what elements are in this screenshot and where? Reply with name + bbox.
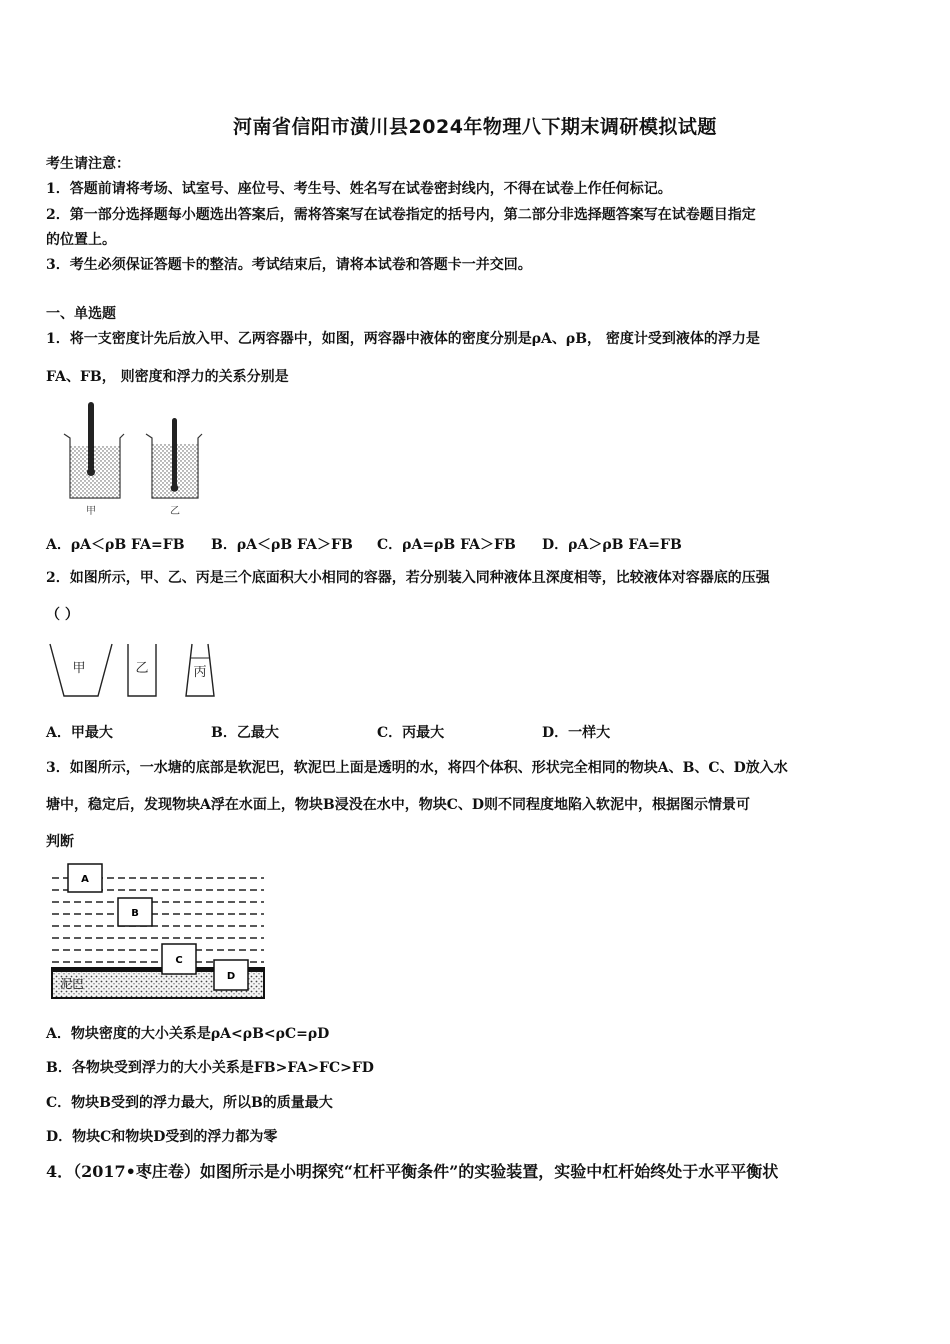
q1-option-c[interactable]: C．ρA=ρB FA＞FB: [377, 537, 516, 553]
q3-option-c[interactable]: C．物块B受到的浮力最大，所以B的质量最大: [46, 1095, 333, 1111]
q3-stem-line1: 3．如图所示，一水塘的底部是软泥巴，软泥巴上面是透明的水，将四个体积、形状完全相同的物块A、B、C、D放入水: [46, 760, 788, 776]
q3-option-a[interactable]: A．物块密度的大小关系是ρA<ρB<ρC=ρD: [46, 1026, 330, 1042]
q1-option-a[interactable]: A．ρA＜ρB FA=FB: [46, 537, 185, 553]
q4-stem-line1: 4．（2017•枣庄卷）如图所示是小明探究“杠杆平衡条件”的实验装置，实验中杠杆始终处于水平平衡状: [46, 1162, 779, 1181]
q3-stem-line3: 判断: [46, 834, 74, 850]
notice-item-3: 3．考生必须保证答题卡的整洁。考试结束后，请将本试卷和答题卡一并交回。: [46, 257, 532, 273]
q2-option-a[interactable]: A．甲最大: [46, 725, 113, 741]
block-label-a: A: [81, 874, 89, 885]
container-yi: [128, 644, 156, 696]
q1-stem-line2: FA、FB， 则密度和浮力的关系分别是: [46, 369, 289, 385]
q2-option-b[interactable]: B．乙最大: [211, 725, 279, 741]
q2-option-c[interactable]: C．丙最大: [377, 725, 445, 741]
container-label-yi: 乙: [135, 661, 149, 676]
q1-hydrometer-figure: [58, 398, 208, 520]
notice-heading: 考生请注意：: [46, 156, 130, 172]
q3-pond-figure: [50, 860, 268, 1002]
section-heading: 一、单选题: [46, 306, 116, 322]
page-title: 河南省信阳市潢川县2024年物理八下期末调研模拟试题: [233, 116, 717, 138]
q2-stem-line2: （ ）: [46, 607, 79, 623]
fig-label-jia: 甲: [86, 506, 96, 517]
q3-stem-line2: 塘中，稳定后，发现物块A浮在水面上，物块B浸没在水中，物块C、D则不同程度地陷入软泥中，根据图示情景可: [46, 797, 750, 813]
block-label-d: D: [226, 971, 236, 982]
container-jia: [50, 644, 112, 696]
notice-item-2-cont: 的位置上。: [46, 232, 116, 248]
mud-label: 泥巴: [60, 977, 85, 991]
q1-option-b[interactable]: B．ρA＜ρB FA＞FB: [211, 537, 353, 553]
block-label-c: C: [175, 955, 183, 966]
q3-option-d[interactable]: D．物块C和物块D受到的浮力都为零: [46, 1129, 278, 1145]
q1-stem-line1: 1．将一支密度计先后放入甲、乙两容器中，如图，两容器中液体的密度分别是ρA、ρB， 密度计受到液体的浮力是: [46, 331, 760, 347]
q2-stem-line1: 2．如图所示，甲、乙、丙是三个底面积大小相同的容器，若分别装入同种液体且深度相等，比较液体对容器底的压强: [46, 570, 770, 586]
beaker-yi: [146, 418, 202, 498]
q1-option-d[interactable]: D．ρA＞ρB FA=FB: [542, 537, 682, 553]
fig-label-yi: 乙: [170, 506, 180, 517]
beaker-jia: [64, 402, 124, 498]
notice-item-2: 2．第一部分选择题每小题选出答案后，需将答案写在试卷指定的括号内，第二部分非选择题答案写在试卷题目指定: [46, 207, 756, 223]
container-label-jia: 甲: [72, 661, 86, 676]
q2-containers-figure: [46, 638, 226, 704]
container-label-bing: 丙: [193, 665, 207, 680]
container-bing: [186, 644, 214, 696]
q3-option-b[interactable]: B．各物块受到浮力的大小关系是FB>FA>FC>FD: [46, 1060, 374, 1076]
notice-item-1: 1．答题前请将考场、试室号、座位号、考生号、姓名写在试卷密封线内，不得在试卷上作任何标记。: [46, 181, 672, 197]
block-label-b: B: [131, 908, 139, 919]
q2-option-d[interactable]: D．一样大: [542, 725, 611, 741]
